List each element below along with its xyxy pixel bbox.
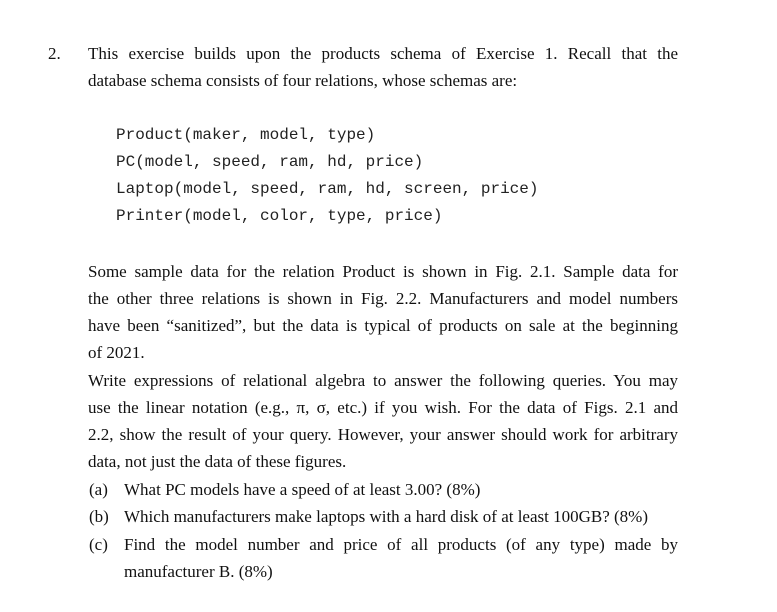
problem-number: 2. — [48, 44, 61, 63]
question-c-label: (c) — [89, 535, 108, 554]
schema-laptop: Laptop(model, speed, ram, hd, screen, price) — [116, 180, 539, 198]
intro-line-2: database schema consists of four relations, whose schemas are: — [88, 71, 518, 90]
question-b-text: Which manufacturers make laptops with a hard disk of at least 100GB? (8%) — [124, 507, 649, 526]
instruction-line-1: Write expressions of relational algebra to answer the following queries. You may — [88, 371, 678, 390]
question-a-text: What PC models have a speed of at least 3.00? (8%) — [124, 480, 481, 499]
sample-line-4: of 2021. — [88, 343, 145, 362]
schema-pc: PC(model, speed, ram, hd, price) — [116, 153, 424, 171]
sample-line-2: the other three relations is shown in Fig. 2.2. Manufacturers and model numbers — [88, 289, 678, 308]
question-c-text-line-2: manufacturer B. (8%) — [124, 562, 273, 581]
sample-line-1: Some sample data for the relation Product is shown in Fig. 2.1. Sample data for — [88, 262, 678, 281]
sample-line-3: have been “sanitized”, but the data is typical of products on sale at the beginning — [88, 316, 678, 335]
schema-printer: Printer(model, color, type, price) — [116, 207, 443, 225]
question-c-text-line-1: Find the model number and price of all products (of any type) made by — [124, 535, 678, 554]
question-a-label: (a) — [89, 480, 108, 499]
question-b-label: (b) — [89, 507, 109, 526]
intro-line-1: This exercise builds upon the products schema of Exercise 1. Recall that the — [88, 44, 678, 63]
schema-product: Product(maker, model, type) — [116, 126, 376, 144]
instruction-line-4: data, not just the data of these figures. — [88, 452, 347, 471]
instruction-line-3: 2.2, show the result of your query. However, your answer should work for arbitrary — [88, 425, 678, 444]
instruction-line-2: use the linear notation (e.g., π, σ, etc.) if you wish. For the data of Figs. 2.1 and — [88, 398, 678, 417]
